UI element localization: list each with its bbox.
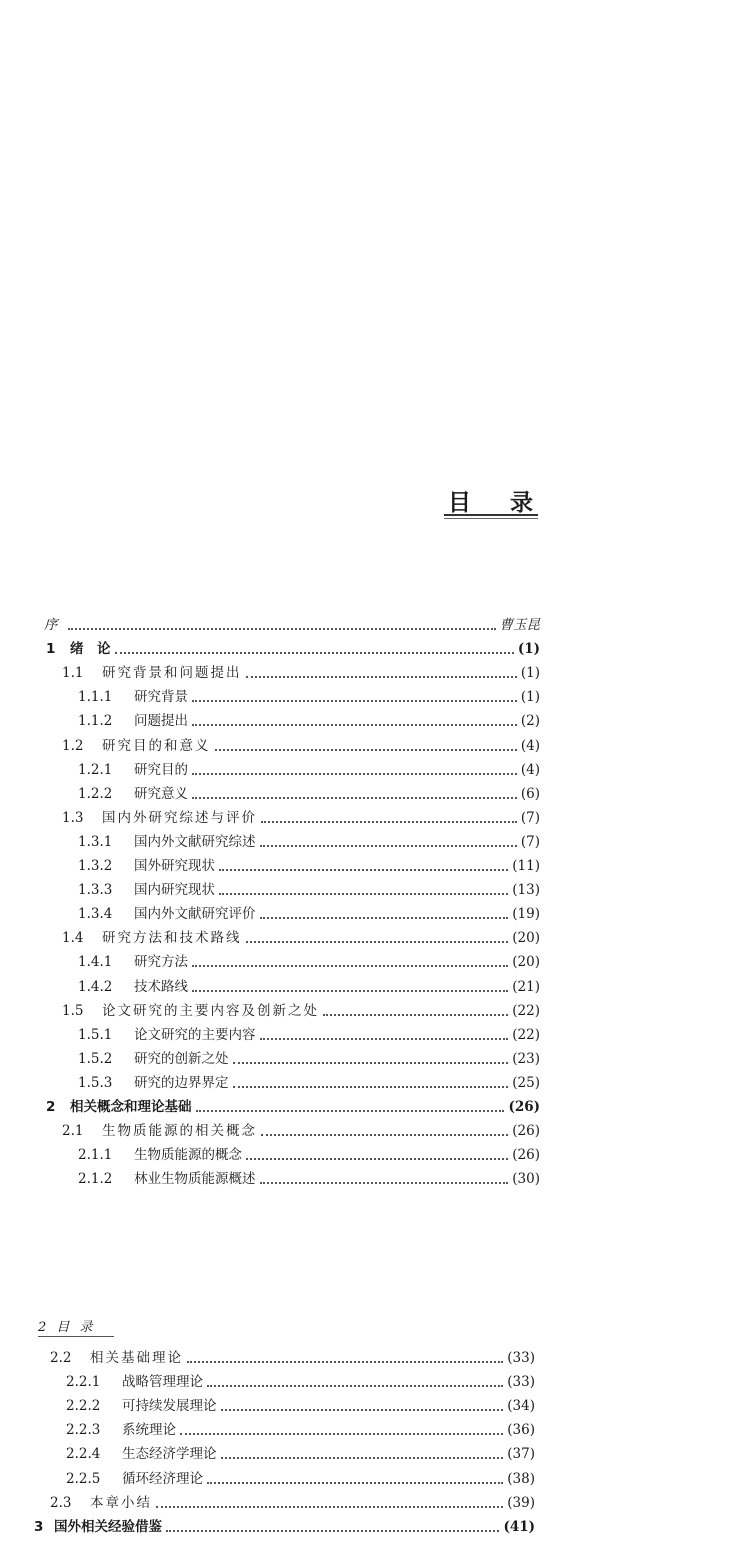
leader-dots: [219, 893, 508, 895]
toc-entry-number: 1.3.4: [78, 906, 113, 923]
toc-entry: [62, 1000, 540, 1022]
toc-entry-label: 国内外研究综述与评价: [102, 809, 257, 826]
leader-dots: [260, 1038, 509, 1040]
leader-dots: [166, 1530, 499, 1532]
leader-dots: [260, 917, 509, 919]
toc-entry-number: 1: [46, 641, 56, 658]
leader-dots: [246, 1158, 508, 1160]
leader-dots: [207, 1482, 503, 1484]
leader-dots: [219, 869, 508, 871]
toc-entry-number: 2.1.1: [78, 1147, 113, 1164]
toc-entry-page: (37): [507, 1446, 535, 1463]
toc-entry-number: 2.2.5: [66, 1470, 101, 1487]
toc-entry-number: 2.1.2: [78, 1171, 113, 1188]
toc-entry-page: (23): [512, 1050, 540, 1067]
toc-entry-label: 研究背景和问题提出: [102, 665, 242, 682]
toc-entry-number: 3: [34, 1518, 44, 1535]
leader-dots: [207, 1385, 503, 1387]
toc-entry-label: 相关基础理论: [90, 1350, 183, 1366]
toc-entry-page: (34): [507, 1398, 535, 1415]
toc-entry-page: (41): [503, 1518, 535, 1535]
toc-entry-number: 1.2.1: [78, 761, 113, 778]
toc-entry-label: 国内研究现状: [134, 882, 215, 899]
leader-dots: [115, 652, 514, 654]
toc-entry-page: (1): [520, 689, 540, 706]
toc-title-char-1: 目: [448, 490, 472, 516]
toc-entry-page: (26): [512, 1123, 540, 1140]
toc-entry-number: 1.4: [62, 930, 84, 947]
toc-entry: [78, 686, 540, 708]
leader-dots: [192, 990, 508, 992]
toc-entry-label: 生物质能源的概念: [134, 1147, 242, 1164]
toc-entry: [66, 1468, 535, 1490]
toc-entry-number: 2.2.4: [66, 1446, 101, 1463]
toc-entry-page: (25): [512, 1074, 540, 1091]
leader-dots: [260, 845, 517, 847]
toc-entry: [50, 1492, 535, 1514]
toc-entry-number: 2: [46, 1099, 56, 1115]
toc-entry: [78, 783, 540, 805]
toc-entry-number: 1.2: [62, 737, 84, 754]
toc-entry-label: 生态经济学理论: [122, 1446, 217, 1463]
toc-entry-label: 国外研究现状: [134, 858, 215, 874]
toc-entry-page: (4): [520, 761, 540, 778]
toc-entry: [78, 1048, 540, 1070]
toc-entry-label: 林业生物质能源概述: [134, 1171, 256, 1188]
toc-entry-label: 研究的创新之处: [134, 1050, 229, 1067]
toc-entry: [66, 1419, 535, 1441]
toc-entry-label: 研究目的: [134, 761, 188, 778]
toc-entry-label: 研究的边界界定: [134, 1074, 229, 1091]
toc-entry-page: 曹玉昆: [499, 617, 540, 633]
leader-dots: [261, 821, 517, 823]
toc-entry-number: 2.2: [50, 1350, 72, 1366]
toc-entry-page: (1): [517, 641, 540, 658]
toc-entry-label: 国内外文献研究评价: [134, 906, 256, 923]
toc-entry-page: (21): [512, 978, 540, 995]
toc-entry-label: 问题提出: [134, 713, 188, 730]
leader-dots: [221, 1409, 504, 1411]
toc-entry-label: 相关概念和理论基础: [70, 1099, 192, 1115]
leader-dots: [246, 676, 517, 678]
toc-entry-number: 1.5.3: [78, 1074, 113, 1091]
toc-entry-page: (36): [507, 1422, 535, 1439]
toc-entry: [44, 614, 540, 636]
toc-entry-number: 1.1.2: [78, 713, 113, 730]
leader-dots: [196, 1110, 505, 1112]
toc-entry-label: 战略管理理论: [122, 1374, 203, 1391]
leader-dots: [192, 724, 517, 726]
toc-entry-page: (22): [512, 1002, 540, 1019]
toc-entry-label: 可持续发展理论: [122, 1398, 217, 1415]
leader-dots: [323, 1014, 508, 1016]
running-header: 2 目 录: [38, 1316, 114, 1337]
toc-entry-page: (20): [512, 930, 540, 947]
toc-entry: [78, 831, 540, 853]
toc-entry-number: 1.3.1: [78, 833, 113, 850]
toc-entry: [78, 759, 540, 781]
toc-entry-page: (1): [520, 665, 540, 682]
toc-entry: [62, 807, 540, 829]
toc-entry-number: 1.3.2: [78, 858, 113, 874]
toc-entry-number: 2.1: [62, 1123, 84, 1140]
leader-dots: [192, 797, 517, 799]
toc-entry-page: (30): [512, 1171, 540, 1188]
toc-entry-number: 1.2.2: [78, 785, 113, 802]
toc-entry-page: (6): [520, 785, 540, 802]
leader-dots: [180, 1433, 503, 1435]
leader-dots: [192, 773, 517, 775]
toc-entry-label: 生物质能源的相关概念: [102, 1123, 257, 1140]
toc-entry-number: 1.4.1: [78, 954, 113, 971]
toc-entry-page: (39): [507, 1494, 535, 1511]
toc-entry: [78, 855, 540, 877]
toc-entry-page: (38): [507, 1470, 535, 1487]
toc-entry-number: 2.2.1: [66, 1374, 101, 1391]
toc-entry-number: 1.4.2: [78, 978, 113, 995]
toc-entry: [62, 735, 540, 757]
toc-entry: [78, 976, 540, 998]
toc-entry-label: 论文研究的主要内容: [134, 1026, 256, 1043]
toc-entry-number: 2.3: [50, 1494, 72, 1511]
toc-title-char-2: 录: [510, 490, 534, 516]
toc-entry-page: (4): [520, 737, 540, 754]
toc-entry-page: (33): [507, 1350, 535, 1366]
leader-dots: [156, 1506, 503, 1508]
toc-entry-page: (22): [512, 1026, 540, 1043]
leader-dots: [233, 1062, 509, 1064]
toc-entry-number: 1.3: [62, 809, 84, 826]
toc-entry-page: (7): [520, 833, 540, 850]
toc-entry-label: 国内外文献研究综述: [134, 833, 256, 850]
toc-entry: [62, 1120, 540, 1142]
leader-dots: [192, 965, 508, 967]
toc-entry-label: 国外相关经验借鉴: [54, 1518, 162, 1535]
toc-entry: [78, 1168, 540, 1190]
toc-entry: [62, 927, 540, 949]
toc-entry-page: (2): [520, 713, 540, 730]
toc-entry-number: 1.5: [62, 1002, 84, 1019]
toc-entry-number: 1.3.3: [78, 882, 113, 899]
toc-entry-label: 本章小结: [90, 1494, 152, 1511]
toc-entry: [78, 1024, 540, 1046]
leader-dots: [68, 628, 496, 630]
toc-entry: [78, 1072, 540, 1094]
toc-entry-page: (13): [512, 882, 540, 899]
toc-entry: [78, 710, 540, 732]
toc-entry-label: 绪 论: [70, 641, 111, 658]
leader-dots: [260, 1182, 509, 1184]
leader-dots: [215, 749, 517, 751]
leader-dots: [233, 1086, 509, 1088]
toc-entry-label: 研究方法和技术路线: [102, 930, 242, 947]
toc-entry-number: 1.1: [62, 665, 84, 682]
toc-entry: [66, 1395, 535, 1417]
toc-entry: [62, 662, 540, 684]
toc-entry-label: 系统理论: [122, 1422, 176, 1439]
toc-entry-page: (26): [512, 1147, 540, 1164]
toc-entry-number: 序: [44, 617, 58, 633]
toc-entry: [46, 1096, 540, 1118]
toc-entry-number: 2.2.3: [66, 1422, 101, 1439]
toc-entry-page: (19): [512, 906, 540, 923]
toc-entry: [78, 879, 540, 901]
leader-dots: [187, 1361, 503, 1363]
toc-entry-label: 论文研究的主要内容及创新之处: [102, 1002, 319, 1019]
toc-entry-number: 1.5.1: [78, 1026, 113, 1043]
toc-entry-label: 研究方法: [134, 954, 188, 971]
leader-dots: [246, 941, 509, 943]
leader-dots: [221, 1457, 504, 1459]
toc-entry-label: 技术路线: [134, 978, 188, 995]
toc-entry-number: 2.2.2: [66, 1398, 101, 1415]
toc-entry-label: 研究背景: [134, 689, 188, 706]
toc-entry: [78, 951, 540, 973]
toc-entry: [46, 638, 540, 660]
leader-dots: [192, 700, 517, 702]
toc-entry-label: 研究目的和意义: [102, 737, 211, 754]
toc-entry: [78, 903, 540, 925]
toc-entry-page: (26): [508, 1099, 540, 1115]
toc-entry-label: 循环经济理论: [122, 1470, 203, 1487]
toc-entry: [50, 1347, 535, 1369]
toc-entry: [78, 1144, 540, 1166]
toc-entry-label: 研究意义: [134, 785, 188, 802]
toc-entry-page: (20): [512, 954, 540, 971]
toc-entry: [66, 1371, 535, 1393]
toc-entry-page: (33): [507, 1374, 535, 1391]
toc-entry-page: (7): [520, 809, 540, 826]
toc-entry-number: 1.5.2: [78, 1050, 113, 1067]
toc-entry: [66, 1443, 535, 1465]
leader-dots: [261, 1134, 508, 1136]
toc-entry: [34, 1516, 535, 1538]
toc-entry-number: 1.1.1: [78, 689, 113, 706]
toc-entry-page: (11): [512, 858, 540, 874]
